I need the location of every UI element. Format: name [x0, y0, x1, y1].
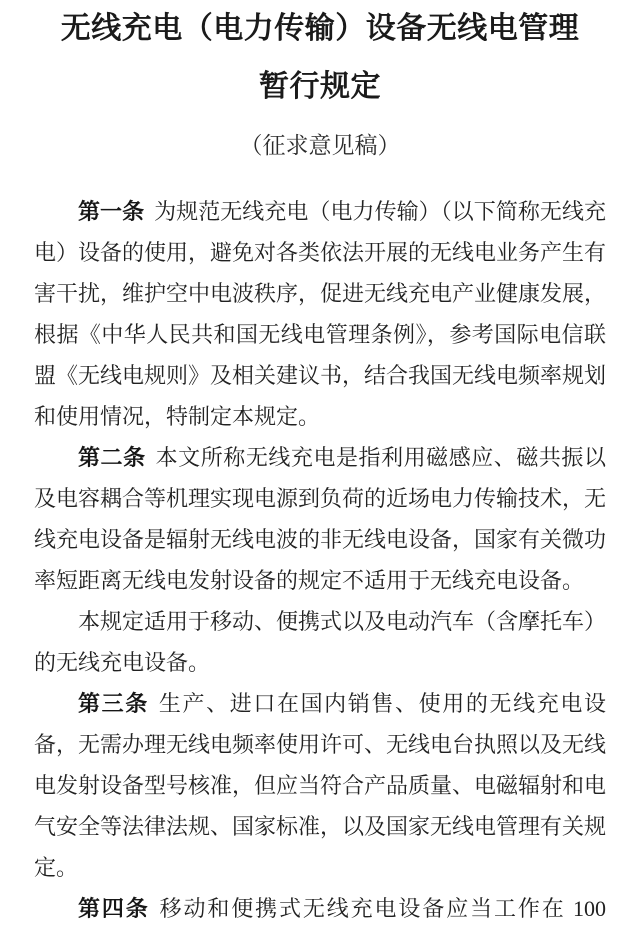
article-3-text: 生产、进口在国内销售、使用的无线充电设备，无需办理无线电频率使用许可、无线电台执照以及无线电发射设备型号核准，但应当符合产品质量、电磁辐射和电气安全等法律法规、国家标准，以及国家无线电管理有关规定。 — [34, 691, 607, 880]
article-1-text: 为规范无线充电（电力传输）（以下简称无线充电）设备的使用，避免对各类依法开展的无线电业务产生有害干扰，维护空中电波秩序，促进无线充电产业健康发展，根据《中华人民共和国无线电管理条例》，参考国际电信联盟《无线电规则》及相关建议书，结合我国无线电频率规划和使用情况，特制定本规定。 — [34, 199, 607, 429]
document-subtitle: （征求意见稿） — [239, 133, 401, 158]
document-page — [0, 13, 640, 929]
article-4-text: 移动和便携式无线充电设备应当工作在 100 — [159, 896, 606, 921]
document-title-line2: 暂行规定 — [259, 70, 381, 103]
article-2-text: 本文所称无线充电是指利用磁感应、磁共振以及电容耦合等机理实现电源到负荷的近场电力传输技术，无线充电设备是辐射无线电波的非无线电设备，国家有关微功率短距离无线电发射设备的规定不适用于无线充电设备。 — [34, 445, 607, 593]
article-4-paragraph — [34, 888, 606, 929]
article-1-label: 第一条 — [78, 199, 145, 224]
article-2-scope-paragraph — [34, 601, 606, 683]
article-2-label: 第二条 — [78, 445, 146, 470]
article-2-paragraph — [34, 437, 606, 601]
document-body — [34, 191, 606, 929]
article-3-label: 第三条 — [78, 691, 149, 716]
article-3-paragraph — [34, 683, 606, 888]
document-title-line1: 无线充电（电力传输）设备无线电管理 — [60, 12, 580, 45]
article-1-paragraph — [34, 191, 606, 437]
article-2-scope-text: 本规定适用于移动、便携式以及电动汽车（含摩托车）的无线充电设备。 — [34, 609, 607, 675]
article-4-label: 第四条 — [78, 896, 150, 921]
